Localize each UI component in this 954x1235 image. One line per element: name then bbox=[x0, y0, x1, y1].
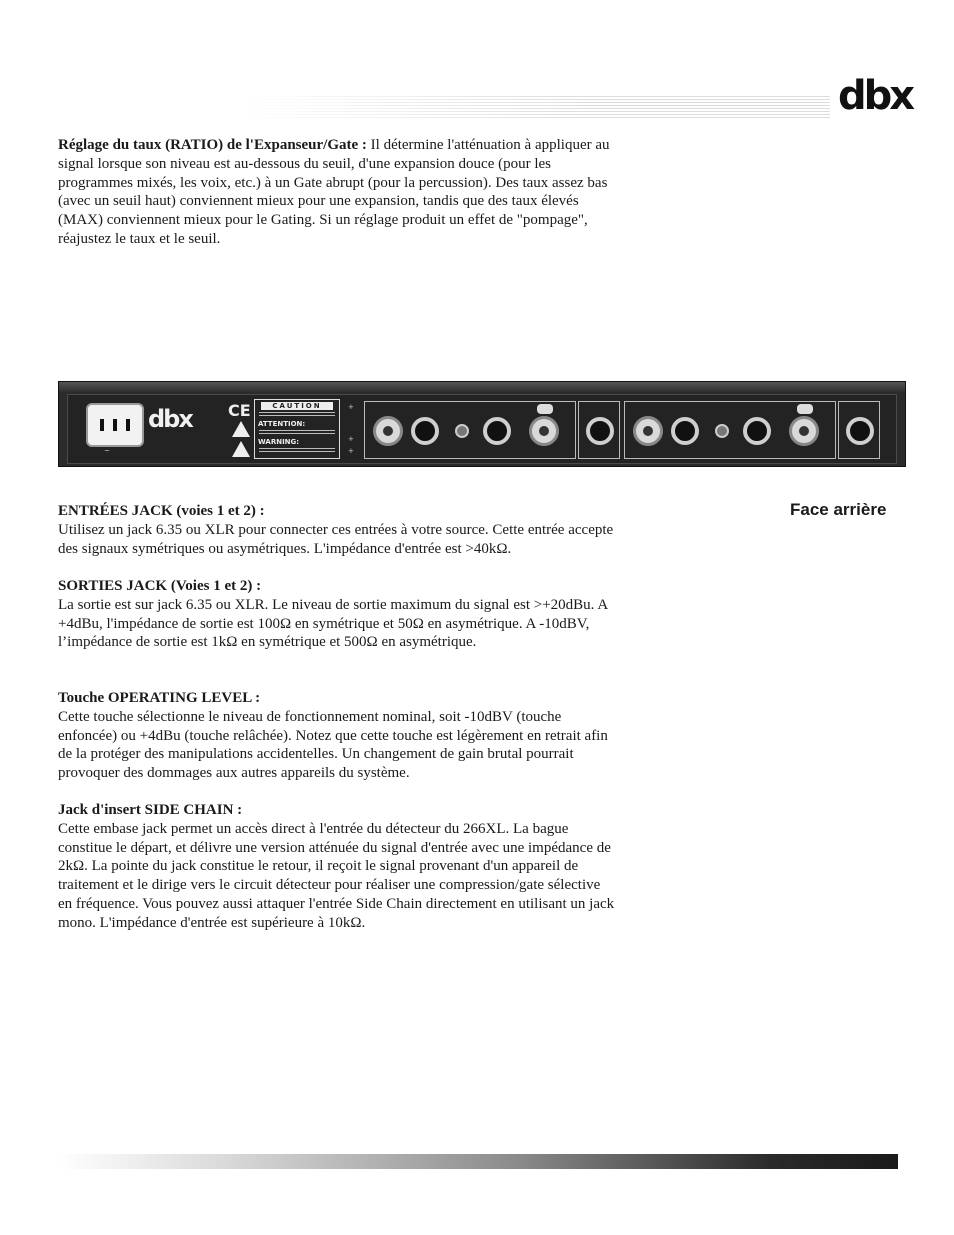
power-inlet bbox=[86, 403, 144, 447]
section-body: Cette touche sélectionne le niveau de fonctionnement nominal, soit -10dBV (touche enfoncée) ou +4dBu (touche relâchée). Notez que cette touche est légèrement en retrait afin de la protéger des manipulations accidentelles. Un changement de gain brutal pourrait provoquer des dommages aux autres appareils du système. bbox=[58, 708, 608, 782]
section-heading: Jack d'insert SIDE CHAIN : bbox=[58, 802, 243, 818]
ratio-text: Il détermine l'atténuation à appliquer au signal lorsque son niveau est au-dessous du seuil, d'une expansion douce (pour les programmes mixés, les voix, etc.) à un Gate abrupt (pour la percussion). Des taux assez bas (avec un seuil haut) conviennent mieux pour une expansion, tandis que des taux élevés (MAX) conviennent mieux pour le Gating. Si un réglage produit un effet de "pompage", réajustez le taux et le seuil. bbox=[58, 137, 610, 247]
section-side-chain bbox=[58, 801, 618, 933]
section-inputs bbox=[58, 502, 618, 558]
section-operating-level bbox=[58, 689, 618, 783]
xlr-input-2 bbox=[633, 416, 663, 446]
caution-title: CAUTION bbox=[261, 402, 333, 410]
sidechain-2-section bbox=[838, 401, 880, 459]
section-body: Cette embase jack permet un accès direct à l'entrée du détecteur du 266XL. La bague constitue le départ, et délivre une version atténuée du signal d'entrée avec une impédance de 2kΩ. La pointe du jack constitue le retour, il reçoit le signal provenant d'un appareil de traitement et le dirige vers le circuit détecteur pour réaliser une compression/gate sélective en fréquence. Vous pouvez aussi attaquer l'entrée Side Chain directement en utilisant un jack mono. L'impédance d'entrée est supérieure à 10kΩ. bbox=[58, 820, 615, 931]
section-body: La sortie est sur jack 6.35 ou XLR. Le niveau de sortie maximum du signal est >+20dBu. A +4dBu, l'impédance de sortie est 100Ω en symétrique et 50Ω en asymétrique. A -10dBV, l’impédance de sortie est 1kΩ en symétrique et 500Ω en asymétrique. bbox=[58, 596, 608, 651]
jack-output-1 bbox=[483, 417, 511, 445]
channel-2-section bbox=[624, 401, 836, 459]
sidechain-1-section bbox=[578, 401, 620, 459]
power-symbol: ~ bbox=[104, 447, 110, 455]
warning-triangle-icon bbox=[232, 421, 250, 437]
xlr-input-1 bbox=[373, 416, 403, 446]
sidechain-jack-1 bbox=[586, 417, 614, 445]
panel-dbx-logo: dbx bbox=[148, 405, 192, 433]
sidechain-jack-2 bbox=[846, 417, 874, 445]
jack-input-2 bbox=[671, 417, 699, 445]
header-decoration bbox=[238, 96, 830, 118]
section-heading: Touche OPERATING LEVEL : bbox=[58, 690, 261, 706]
ratio-paragraph bbox=[58, 136, 618, 249]
dbx-logo: dbx bbox=[838, 73, 913, 119]
xlr-output-2 bbox=[789, 416, 819, 446]
operating-level-button-1 bbox=[455, 424, 469, 438]
operating-level-button-2 bbox=[715, 424, 729, 438]
section-outputs bbox=[58, 577, 618, 652]
channel-1-section bbox=[364, 401, 576, 459]
section-body: Utilisez un jack 6.35 ou XLR pour connecter ces entrées à votre source. Cette entrée accepte des signaux symétriques ou asymétriques. L'impédance d'entrée est >40kΩ. bbox=[58, 521, 614, 557]
lightning-triangle-icon bbox=[232, 441, 250, 457]
panel-top-edge bbox=[59, 382, 905, 392]
rear-panel-illustration bbox=[58, 381, 906, 467]
section-heading: SORTIES JACK (Voies 1 et 2) : bbox=[58, 578, 262, 594]
jack-output-2 bbox=[743, 417, 771, 445]
xlr-latch-1 bbox=[537, 404, 553, 414]
jack-input-1 bbox=[411, 417, 439, 445]
attention-note: ATTENTION: bbox=[258, 420, 306, 428]
ce-mark: CE bbox=[228, 401, 251, 420]
section-heading: ENTRÉES JACK (voies 1 et 2) : bbox=[58, 503, 265, 519]
caution-label bbox=[254, 399, 340, 459]
warning-note: WARNING: bbox=[258, 438, 300, 446]
figure-caption: Face arrière bbox=[790, 500, 887, 519]
xlr-output-1 bbox=[529, 416, 559, 446]
ratio-label: Réglage du taux (RATIO) de l'Expanseur/Gate : bbox=[58, 137, 367, 153]
xlr-latch-2 bbox=[797, 404, 813, 414]
footer-gradient-bar bbox=[58, 1154, 898, 1169]
panel-face: ~ dbx CE CAUTION ATTENTION: WARNING: + + + bbox=[67, 394, 897, 464]
